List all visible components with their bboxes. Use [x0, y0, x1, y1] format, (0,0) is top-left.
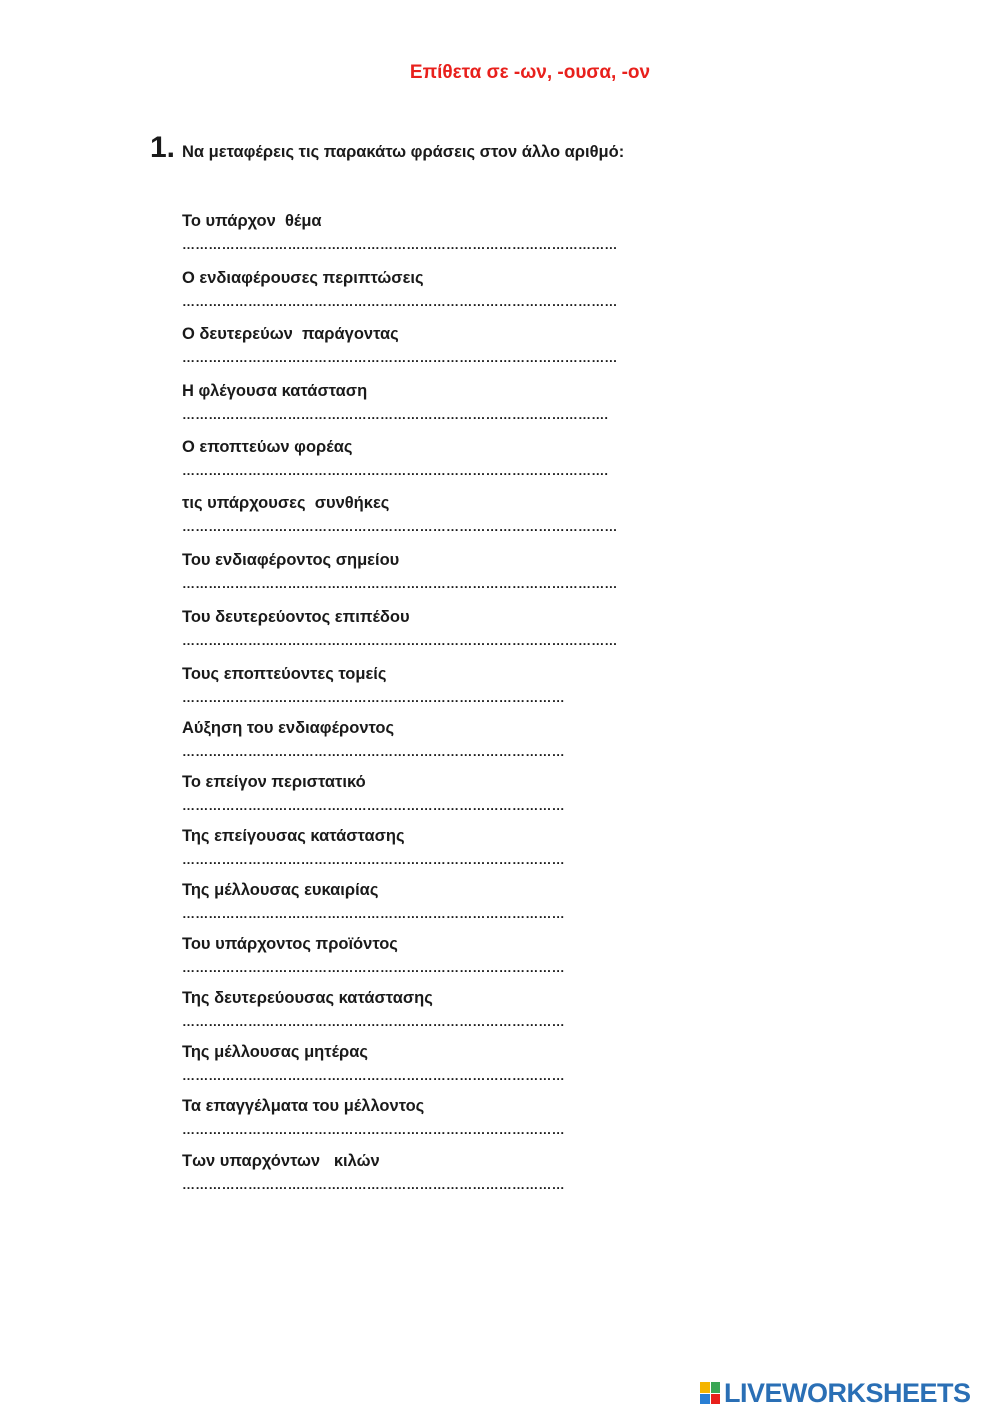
answer-line[interactable]: ……………………………………………………………………………	[182, 746, 565, 758]
answer-line[interactable]: …………………………………………………………………………………….	[182, 465, 609, 477]
exercise-phrase: Ο εποπτεύων φορέας	[182, 438, 353, 456]
exercise-phrase: Αύξηση του ενδιαφέροντος	[182, 719, 395, 737]
answer-line[interactable]: …………………………………………………………………………………….	[182, 409, 609, 421]
exercise-phrase: Τους εποπτεύοντες τομείς	[182, 665, 387, 683]
worksheet-title: Επίθετα σε -ων, -ουσα, -ον	[409, 62, 651, 83]
exercise-phrase: Των υπαρχόντων κιλών	[182, 1152, 380, 1170]
exercise-phrase: τις υπάρχουσες συνθήκες	[182, 494, 390, 512]
question-number: 1.	[150, 131, 176, 164]
exercise-phrase: Του υπάρχοντος προϊόντος	[182, 935, 398, 953]
exercise-item	[182, 382, 656, 421]
answer-line[interactable]: ………………………………………………………………………………………	[182, 352, 618, 364]
exercise-item	[182, 1152, 616, 1191]
exercise-item	[182, 881, 616, 920]
exercise-phrase: Τα επαγγέλματα του μέλλοντος	[182, 1097, 425, 1115]
logo-icon	[700, 1382, 720, 1404]
question-instruction: Να μεταφέρεις τις παρακάτω φράσεις στον άλλο αριθμό:	[182, 143, 625, 161]
exercise-item	[182, 773, 616, 812]
exercise-item	[182, 269, 656, 308]
answer-line[interactable]: ………………………………………………………………………………………	[182, 578, 618, 590]
exercise-item	[182, 719, 616, 758]
answer-line[interactable]: ………………………………………………………………………………………	[182, 296, 618, 308]
exercise-item	[182, 438, 656, 477]
answer-line[interactable]: ………………………………………………………………………………………	[182, 239, 618, 251]
answer-line[interactable]: ……………………………………………………………………………	[182, 1016, 565, 1028]
exercise-item	[182, 1097, 616, 1136]
answer-line[interactable]: ……………………………………………………………………………	[182, 1124, 565, 1136]
exercise-item	[182, 608, 656, 647]
logo-text: LIVEWORKSHEETS	[724, 1377, 971, 1408]
exercise-item	[182, 494, 656, 533]
exercise-phrase: Ο δευτερεύων παράγοντας	[182, 325, 399, 343]
exercise-item	[182, 827, 616, 866]
exercise-phrase: Της επείγουσας κατάστασης	[182, 827, 405, 845]
answer-line[interactable]: ………………………………………………………………………………………	[182, 521, 618, 533]
liveworksheets-logo	[700, 1378, 971, 1408]
exercise-item	[182, 1043, 616, 1082]
answer-line[interactable]: ……………………………………………………………………………	[182, 962, 565, 974]
exercise-phrase: Το υπάρχον θέμα	[182, 212, 322, 230]
answer-line[interactable]: ……………………………………………………………………………	[182, 854, 565, 866]
exercise-phrase: Η φλέγουσα κατάσταση	[182, 382, 368, 400]
exercise-item	[182, 325, 656, 364]
answer-line[interactable]: ……………………………………………………………………………	[182, 800, 565, 812]
answer-line[interactable]: ……………………………………………………………………………	[182, 908, 565, 920]
exercise-item	[182, 212, 656, 251]
exercise-item	[182, 551, 656, 590]
answer-line[interactable]: ……………………………………………………………………………	[182, 1070, 565, 1082]
answer-line[interactable]: ………………………………………………………………………………………	[182, 635, 618, 647]
answer-line[interactable]: ……………………………………………………………………………	[182, 1179, 565, 1191]
exercise-item	[182, 665, 616, 704]
answer-line[interactable]: ……………………………………………………………………………	[182, 692, 565, 704]
exercise-phrase: Του δευτερεύοντος επιπέδου	[182, 608, 410, 626]
exercise-phrase: Ο ενδιαφέρουσες περιπτώσεις	[182, 269, 424, 287]
exercise-phrase: Της μέλλουσας μητέρας	[182, 1043, 368, 1061]
exercise-item	[182, 935, 616, 974]
exercise-phrase: Της μέλλουσας ευκαιρίας	[182, 881, 379, 899]
exercise-phrase: Του ενδιαφέροντος σημείου	[182, 551, 400, 569]
exercise-phrase: Το επείγον περιστατικό	[182, 773, 366, 791]
exercise-item	[182, 989, 616, 1028]
exercise-phrase: Της δευτερεύουσας κατάστασης	[182, 989, 433, 1007]
